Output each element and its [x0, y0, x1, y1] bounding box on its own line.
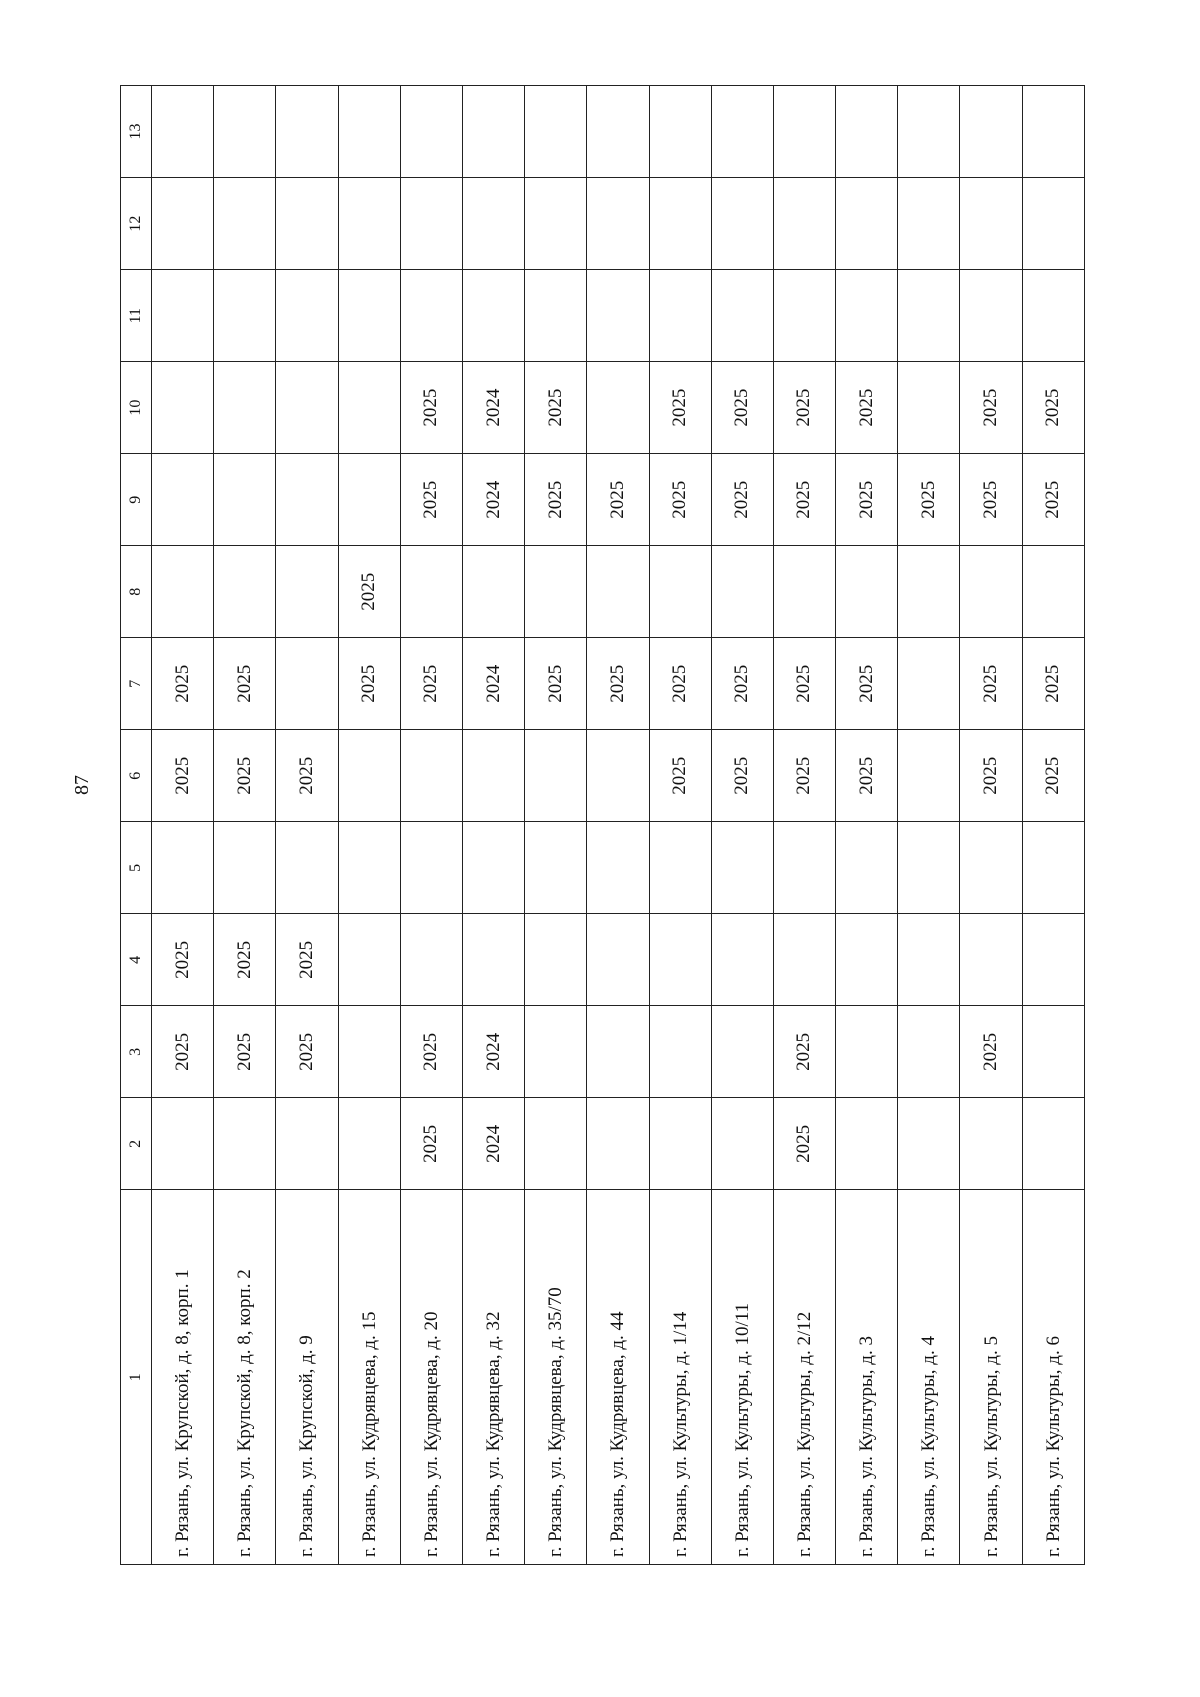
year-cell: 2025 — [587, 454, 649, 546]
address-cell: г. Рязань, ул. Кудрявцева, д. 32 — [462, 1190, 524, 1565]
address-cell: г. Рязань, ул. Культуры, д. 10/11 — [711, 1190, 773, 1565]
column-header: 2 — [121, 1098, 152, 1190]
year-cell — [898, 1006, 960, 1098]
table-row — [152, 86, 214, 1565]
year-cell: 2025 — [960, 454, 1022, 546]
year-cell — [587, 730, 649, 822]
year-cell — [773, 546, 835, 638]
year-cell — [525, 822, 587, 914]
year-cell — [400, 730, 462, 822]
address-cell: г. Рязань, ул. Крупской, д. 8, корп. 1 — [152, 1190, 214, 1565]
year-cell: 2025 — [214, 1006, 276, 1098]
year-cell: 2025 — [836, 638, 898, 730]
year-cell — [836, 1006, 898, 1098]
year-cell — [960, 546, 1022, 638]
column-header: 6 — [121, 730, 152, 822]
year-cell — [649, 178, 711, 270]
year-cell — [152, 178, 214, 270]
year-cell — [649, 270, 711, 362]
year-cell: 2025 — [711, 454, 773, 546]
year-cell — [587, 178, 649, 270]
year-cell — [836, 546, 898, 638]
year-cell — [1022, 270, 1084, 362]
year-cell — [462, 86, 524, 178]
column-header: 9 — [121, 454, 152, 546]
year-cell — [711, 546, 773, 638]
year-cell — [338, 454, 400, 546]
year-cell — [338, 362, 400, 454]
address-cell: г. Рязань, ул. Культуры, д. 2/12 — [773, 1190, 835, 1565]
year-cell: 2025 — [773, 362, 835, 454]
year-cell — [525, 178, 587, 270]
year-cell — [649, 546, 711, 638]
year-cell — [400, 178, 462, 270]
year-cell: 2025 — [525, 362, 587, 454]
table-row — [1022, 86, 1084, 1565]
year-cell — [587, 546, 649, 638]
address-cell: г. Рязань, ул. Культуры, д. 1/14 — [649, 1190, 711, 1565]
year-cell: 2025 — [214, 914, 276, 1006]
year-cell — [276, 822, 338, 914]
year-cell — [338, 914, 400, 1006]
year-cell — [711, 1006, 773, 1098]
year-cell — [152, 86, 214, 178]
year-cell: 2025 — [1022, 362, 1084, 454]
year-cell: 2025 — [898, 454, 960, 546]
table-row — [587, 86, 649, 1565]
year-cell — [649, 822, 711, 914]
column-header: 4 — [121, 914, 152, 1006]
year-cell — [152, 362, 214, 454]
year-cell — [338, 1006, 400, 1098]
year-cell: 2025 — [711, 362, 773, 454]
year-cell: 2025 — [711, 730, 773, 822]
year-cell: 2024 — [462, 638, 524, 730]
year-cell: 2025 — [836, 730, 898, 822]
year-cell — [400, 86, 462, 178]
year-cell — [525, 270, 587, 362]
table-row — [836, 86, 898, 1565]
year-cell: 2024 — [462, 362, 524, 454]
year-cell — [587, 1006, 649, 1098]
year-cell — [711, 822, 773, 914]
year-cell — [462, 730, 524, 822]
address-cell: г. Рязань, ул. Культуры, д. 3 — [836, 1190, 898, 1565]
year-cell: 2025 — [338, 546, 400, 638]
year-cell: 2024 — [462, 454, 524, 546]
year-cell — [649, 1006, 711, 1098]
year-cell — [711, 86, 773, 178]
year-cell: 2025 — [276, 914, 338, 1006]
year-cell: 2025 — [649, 454, 711, 546]
year-cell: 2025 — [276, 730, 338, 822]
year-cell: 2025 — [152, 638, 214, 730]
year-cell — [462, 178, 524, 270]
year-cell — [960, 270, 1022, 362]
year-cell — [338, 730, 400, 822]
year-cell — [773, 914, 835, 1006]
year-cell: 2025 — [1022, 730, 1084, 822]
year-cell — [711, 914, 773, 1006]
year-cell: 2025 — [525, 454, 587, 546]
year-cell — [276, 86, 338, 178]
year-cell: 2025 — [1022, 454, 1084, 546]
year-cell: 2025 — [1022, 638, 1084, 730]
year-cell — [587, 1098, 649, 1190]
year-cell — [214, 178, 276, 270]
year-cell: 2025 — [400, 362, 462, 454]
year-cell: 2025 — [152, 914, 214, 1006]
year-cell: 2025 — [773, 1006, 835, 1098]
year-cell — [276, 178, 338, 270]
year-cell — [400, 914, 462, 1006]
year-cell — [462, 270, 524, 362]
table-row — [462, 86, 524, 1565]
table-body — [152, 86, 1085, 1565]
column-header: 10 — [121, 362, 152, 454]
year-cell: 2025 — [711, 638, 773, 730]
year-cell — [214, 270, 276, 362]
year-cell — [276, 362, 338, 454]
year-cell — [836, 1098, 898, 1190]
year-cell — [525, 1098, 587, 1190]
year-cell — [898, 178, 960, 270]
year-cell — [587, 270, 649, 362]
year-cell — [338, 178, 400, 270]
table-row — [711, 86, 773, 1565]
column-header: 1 — [121, 1190, 152, 1565]
year-cell: 2025 — [960, 362, 1022, 454]
year-cell — [649, 86, 711, 178]
year-cell: 2025 — [773, 638, 835, 730]
year-cell — [525, 86, 587, 178]
table-row — [649, 86, 711, 1565]
year-cell — [462, 546, 524, 638]
year-cell — [462, 914, 524, 1006]
year-cell — [836, 86, 898, 178]
year-cell: 2025 — [525, 638, 587, 730]
table-row — [338, 86, 400, 1565]
year-cell — [1022, 86, 1084, 178]
year-cell — [898, 638, 960, 730]
year-cell — [338, 270, 400, 362]
year-cell — [898, 86, 960, 178]
address-cell: г. Рязань, ул. Крупской, д. 8, корп. 2 — [214, 1190, 276, 1565]
table-row — [898, 86, 960, 1565]
address-cell: г. Рязань, ул. Крупской, д. 9 — [276, 1190, 338, 1565]
year-cell: 2025 — [960, 1006, 1022, 1098]
year-cell: 2025 — [400, 454, 462, 546]
year-cell — [649, 1098, 711, 1190]
year-cell — [773, 86, 835, 178]
year-cell — [773, 822, 835, 914]
table-row — [525, 86, 587, 1565]
schedule-table — [120, 85, 1085, 1565]
year-cell — [649, 914, 711, 1006]
year-cell — [276, 1098, 338, 1190]
year-cell — [1022, 178, 1084, 270]
year-cell — [525, 730, 587, 822]
year-cell — [525, 1006, 587, 1098]
address-cell: г. Рязань, ул. Кудрявцева, д. 35/70 — [525, 1190, 587, 1565]
year-cell — [400, 822, 462, 914]
year-cell — [711, 1098, 773, 1190]
year-cell: 2025 — [773, 730, 835, 822]
year-cell: 2025 — [649, 638, 711, 730]
column-header: 12 — [121, 178, 152, 270]
year-cell — [276, 546, 338, 638]
year-cell — [400, 270, 462, 362]
year-cell: 2025 — [400, 1098, 462, 1190]
year-cell — [214, 822, 276, 914]
year-cell — [836, 914, 898, 1006]
year-cell — [1022, 1006, 1084, 1098]
column-header: 7 — [121, 638, 152, 730]
year-cell — [338, 86, 400, 178]
year-cell — [711, 270, 773, 362]
year-cell — [152, 822, 214, 914]
page-number: 87 — [71, 775, 93, 795]
address-cell: г. Рязань, ул. Культуры, д. 6 — [1022, 1190, 1084, 1565]
year-cell: 2025 — [400, 1006, 462, 1098]
year-cell — [276, 638, 338, 730]
address-cell: г. Рязань, ул. Культуры, д. 4 — [898, 1190, 960, 1565]
year-cell — [525, 546, 587, 638]
year-cell: 2025 — [338, 638, 400, 730]
year-cell: 2025 — [276, 1006, 338, 1098]
column-header: 5 — [121, 822, 152, 914]
year-cell: 2025 — [400, 638, 462, 730]
document-table-container — [120, 85, 1085, 1565]
address-cell: г. Рязань, ул. Кудрявцева, д. 44 — [587, 1190, 649, 1565]
year-cell — [773, 178, 835, 270]
year-cell: 2024 — [462, 1006, 524, 1098]
year-cell — [1022, 1098, 1084, 1190]
year-cell — [338, 1098, 400, 1190]
year-cell — [898, 1098, 960, 1190]
year-cell: 2025 — [649, 730, 711, 822]
year-cell — [898, 362, 960, 454]
year-cell — [960, 86, 1022, 178]
year-cell: 2025 — [836, 454, 898, 546]
year-cell — [214, 1098, 276, 1190]
year-cell: 2025 — [152, 730, 214, 822]
year-cell — [960, 822, 1022, 914]
year-cell — [960, 914, 1022, 1006]
table-row — [960, 86, 1022, 1565]
year-cell — [338, 822, 400, 914]
address-cell: г. Рязань, ул. Кудрявцева, д. 20 — [400, 1190, 462, 1565]
year-cell: 2025 — [152, 1006, 214, 1098]
year-cell — [898, 822, 960, 914]
year-cell — [960, 1098, 1022, 1190]
year-cell: 2025 — [960, 730, 1022, 822]
year-cell — [276, 454, 338, 546]
year-cell — [152, 270, 214, 362]
year-cell: 2025 — [773, 1098, 835, 1190]
year-cell — [587, 362, 649, 454]
column-header: 13 — [121, 86, 152, 178]
address-cell: г. Рязань, ул. Культуры, д. 5 — [960, 1190, 1022, 1565]
year-cell — [898, 914, 960, 1006]
year-cell — [1022, 546, 1084, 638]
year-cell — [152, 546, 214, 638]
year-cell — [836, 822, 898, 914]
year-cell: 2025 — [587, 638, 649, 730]
table-row — [276, 86, 338, 1565]
year-cell: 2025 — [836, 362, 898, 454]
year-cell — [462, 822, 524, 914]
table-row — [214, 86, 276, 1565]
year-cell — [836, 270, 898, 362]
year-cell — [836, 178, 898, 270]
table-row — [773, 86, 835, 1565]
year-cell — [587, 822, 649, 914]
year-cell — [152, 454, 214, 546]
year-cell — [1022, 914, 1084, 1006]
year-cell — [711, 178, 773, 270]
table-row — [400, 86, 462, 1565]
year-cell — [587, 914, 649, 1006]
year-cell: 2025 — [960, 638, 1022, 730]
year-cell — [400, 546, 462, 638]
header-row — [121, 86, 152, 1565]
year-cell — [960, 178, 1022, 270]
year-cell — [898, 546, 960, 638]
year-cell — [152, 1098, 214, 1190]
year-cell — [214, 362, 276, 454]
year-cell — [898, 730, 960, 822]
column-header: 8 — [121, 546, 152, 638]
year-cell — [276, 270, 338, 362]
column-header: 3 — [121, 1006, 152, 1098]
year-cell: 2025 — [649, 362, 711, 454]
year-cell — [898, 270, 960, 362]
year-cell — [214, 454, 276, 546]
year-cell: 2024 — [462, 1098, 524, 1190]
year-cell — [587, 86, 649, 178]
year-cell — [1022, 822, 1084, 914]
column-header: 11 — [121, 270, 152, 362]
address-cell: г. Рязань, ул. Кудрявцева, д. 15 — [338, 1190, 400, 1565]
year-cell — [773, 270, 835, 362]
year-cell — [525, 914, 587, 1006]
year-cell: 2025 — [214, 638, 276, 730]
year-cell — [214, 546, 276, 638]
year-cell: 2025 — [773, 454, 835, 546]
year-cell — [214, 86, 276, 178]
year-cell: 2025 — [214, 730, 276, 822]
